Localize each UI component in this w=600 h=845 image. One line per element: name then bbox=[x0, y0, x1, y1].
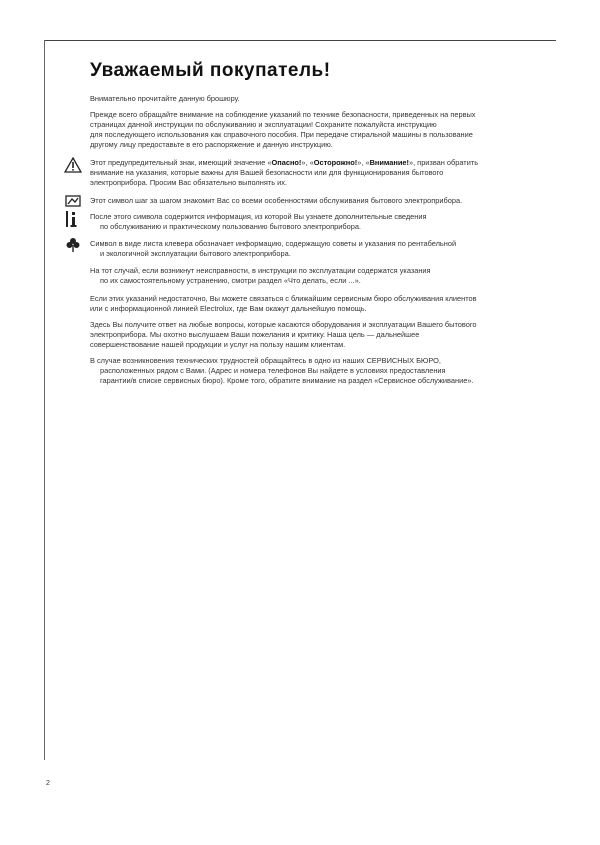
warning-triangle-icon bbox=[64, 156, 82, 174]
service-bureau-paragraph: В случае возникновения технических трудностей обращайтесь в одно из наших СЕРВИСНЫХ БЮРО, расположенных рядом с Вами. (Адрес и номера телефонов Вы найдете в условиях предоставления гарантии/в списке сервисных бюро). Кроме того, обратите внимание на раздел «Сервисное обслуживание». bbox=[90, 356, 474, 385]
clover-paragraph: Символ в виде листа клевера обозначает информацию, содержащую советы и указания по рентабельной и экологичной эксплуатации бытового электроприбора. bbox=[90, 239, 457, 258]
step-paragraph: Этот символ шаг за шагом знакомит Вас со всеми особенностями обслуживания бытового электроприбора. bbox=[90, 196, 463, 205]
top-rule bbox=[44, 40, 556, 41]
page-number: 2 bbox=[46, 780, 50, 787]
troubleshooting-paragraph: На тот случай, если возникнут неисправности, в инструкции по эксплуатации содержатся указания по их самостоятельному устранению, смотри раздел «Что делать, если ...». bbox=[90, 266, 431, 285]
page-title: Уважаемый покупатель! bbox=[90, 60, 331, 81]
info-icon bbox=[64, 210, 82, 228]
clover-icon bbox=[64, 236, 82, 254]
intro-paragraph: Внимательно прочитайте данную брошюру. bbox=[90, 94, 240, 103]
feedback-paragraph: Здесь Вы получите ответ на любые вопросы, которые касаются оборудования и эксплуатации Вашего бытового электроприбора. Мы охотно выслушаем Ваши пожелания и критику. Наша цель — дальнейшее совершенствование нашей продукции и услуг на пользу нашим клиентам. bbox=[90, 320, 477, 349]
warning-paragraph: Этот предупредительный знак, имеющий значение «Опасно!», «Осторожно!», «Внимание!», призван обратить внимание на указания, которые важны для Вашей безопасности или для функционирования бытового электроприбора. Просим Вас обязательно выполнять их. bbox=[90, 158, 479, 187]
left-rule bbox=[44, 40, 45, 760]
safety-paragraph: Прежде всего обращайте внимание на соблюдение указаний по технике безопасности, приведенных на первых страницах данной инструкции по обслуживанию и эксплуатации! Сохраните пожалуйста инструкцию для последующего использования как справочного пособия. При передаче стиральной машины в пользование другому лицу предоставьте в его распоряжение и данную инструкцию. bbox=[90, 110, 476, 149]
info-paragraph: После этого символа содержится информация, из которой Вы узнаете дополнительные сведения по обслуживанию и практическому пользованию бытового электроприбора. bbox=[90, 212, 427, 231]
step-by-step-icon bbox=[64, 192, 82, 210]
service-contact-paragraph: Если этих указаний недостаточно, Вы можете связаться с ближайшим сервисным бюро обслуживания клиентов или с информационной линией Electrolux, где Вам окажут дальнейшую помощь. bbox=[90, 294, 477, 313]
